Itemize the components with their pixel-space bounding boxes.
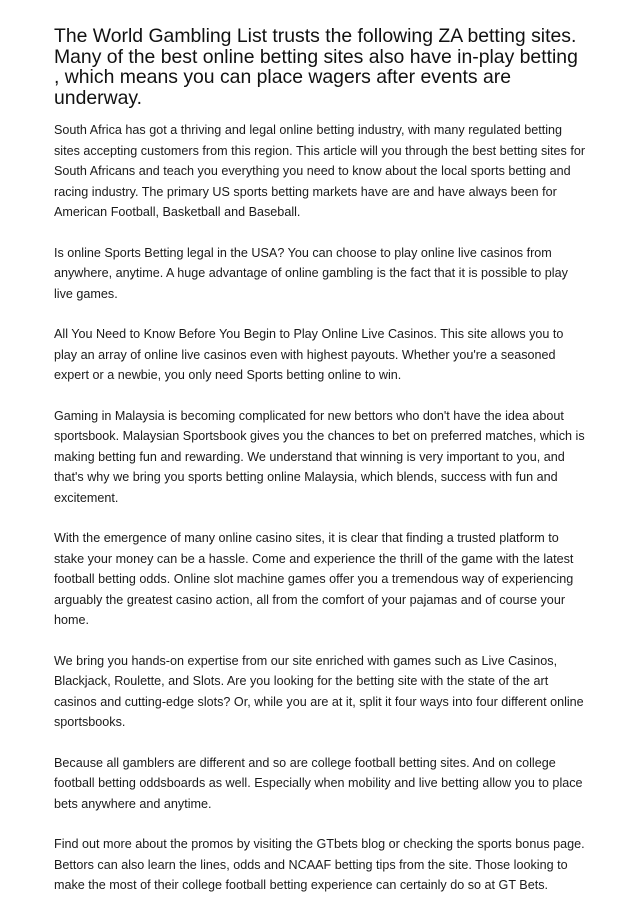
document-title: The World Gambling List trusts the following ZA betting sites. Many of the best online betting sites also have in-play betting , which means you can place wagers after events are underway. [54, 25, 578, 109]
paragraph-live-casinos: All You Need to Know Before You Begin to Play Online Live Casinos. This site allows you to play an array of online live casinos even with highest payouts. Whether you're a seasoned expert or a newbie, you only need Sports betting online to win. [54, 327, 564, 382]
paragraph-expertise: We bring you hands-on expertise from our site enriched with games such as Live Casinos, Blackjack, Roulette, and Slots. Are you looking for the betting site with the state of the art casinos and cutting-edge slots? Or, while you are at it, split it four ways into four different online sportsbooks. [54, 653, 584, 729]
paragraph-college-football: Because all gamblers are different and so are college football betting sites. And on college football betting oddsboards as well. Especially when mobility and live betting allow you to place bets anywhere and anytime. [54, 755, 583, 811]
paragraph-online-casino-sites: With the emergence of many online casino sites, it is clear that finding a trusted platform to stake your money can be a hassle. Come and experience the thrill of the game with the latest football betting odds. Online slot machine games offer you a tremendous way of experiencing arguably the greatest casino action, all from the comfort of your pajamas and of course your home. [54, 531, 574, 627]
paragraph-gtbets: Find out more about the promos by visiting the GTbets blog or checking the sports bonus page. Bettors can also learn the lines, odds and NCAAF betting tips from the site. Those looking to make the most of their college football betting experience can certainly do so at GT Bets. [54, 837, 585, 892]
document-page [54, 26, 588, 916]
paragraph-usa-legality: Is online Sports Betting legal in the USA? You can choose to play online live casinos from anywhere, anytime. A huge advantage of online gambling is the fact that it is possible to play live games. [54, 245, 568, 301]
paragraph-south-africa: South Africa has got a thriving and legal online betting industry, with many regulated betting sites accepting customers from this region. This article will you through the best betting sites for South Africans and teach you everything you need to know about the local sports betting and racing industry. The primary US sports betting markets have are and have always been for American Football, Basketball and Baseball. [54, 123, 586, 219]
paragraph-malaysia: Gaming in Malaysia is becoming complicated for new bettors who don't have the idea about sportsbook. Malaysian Sportsbook gives you the chances to bet on preferred matches, which is making betting fun and rewarding. We understand that winning is very important to you, and that's why we bring you sports betting online Malaysia, which blends, success with fun and excitement. [54, 408, 585, 505]
